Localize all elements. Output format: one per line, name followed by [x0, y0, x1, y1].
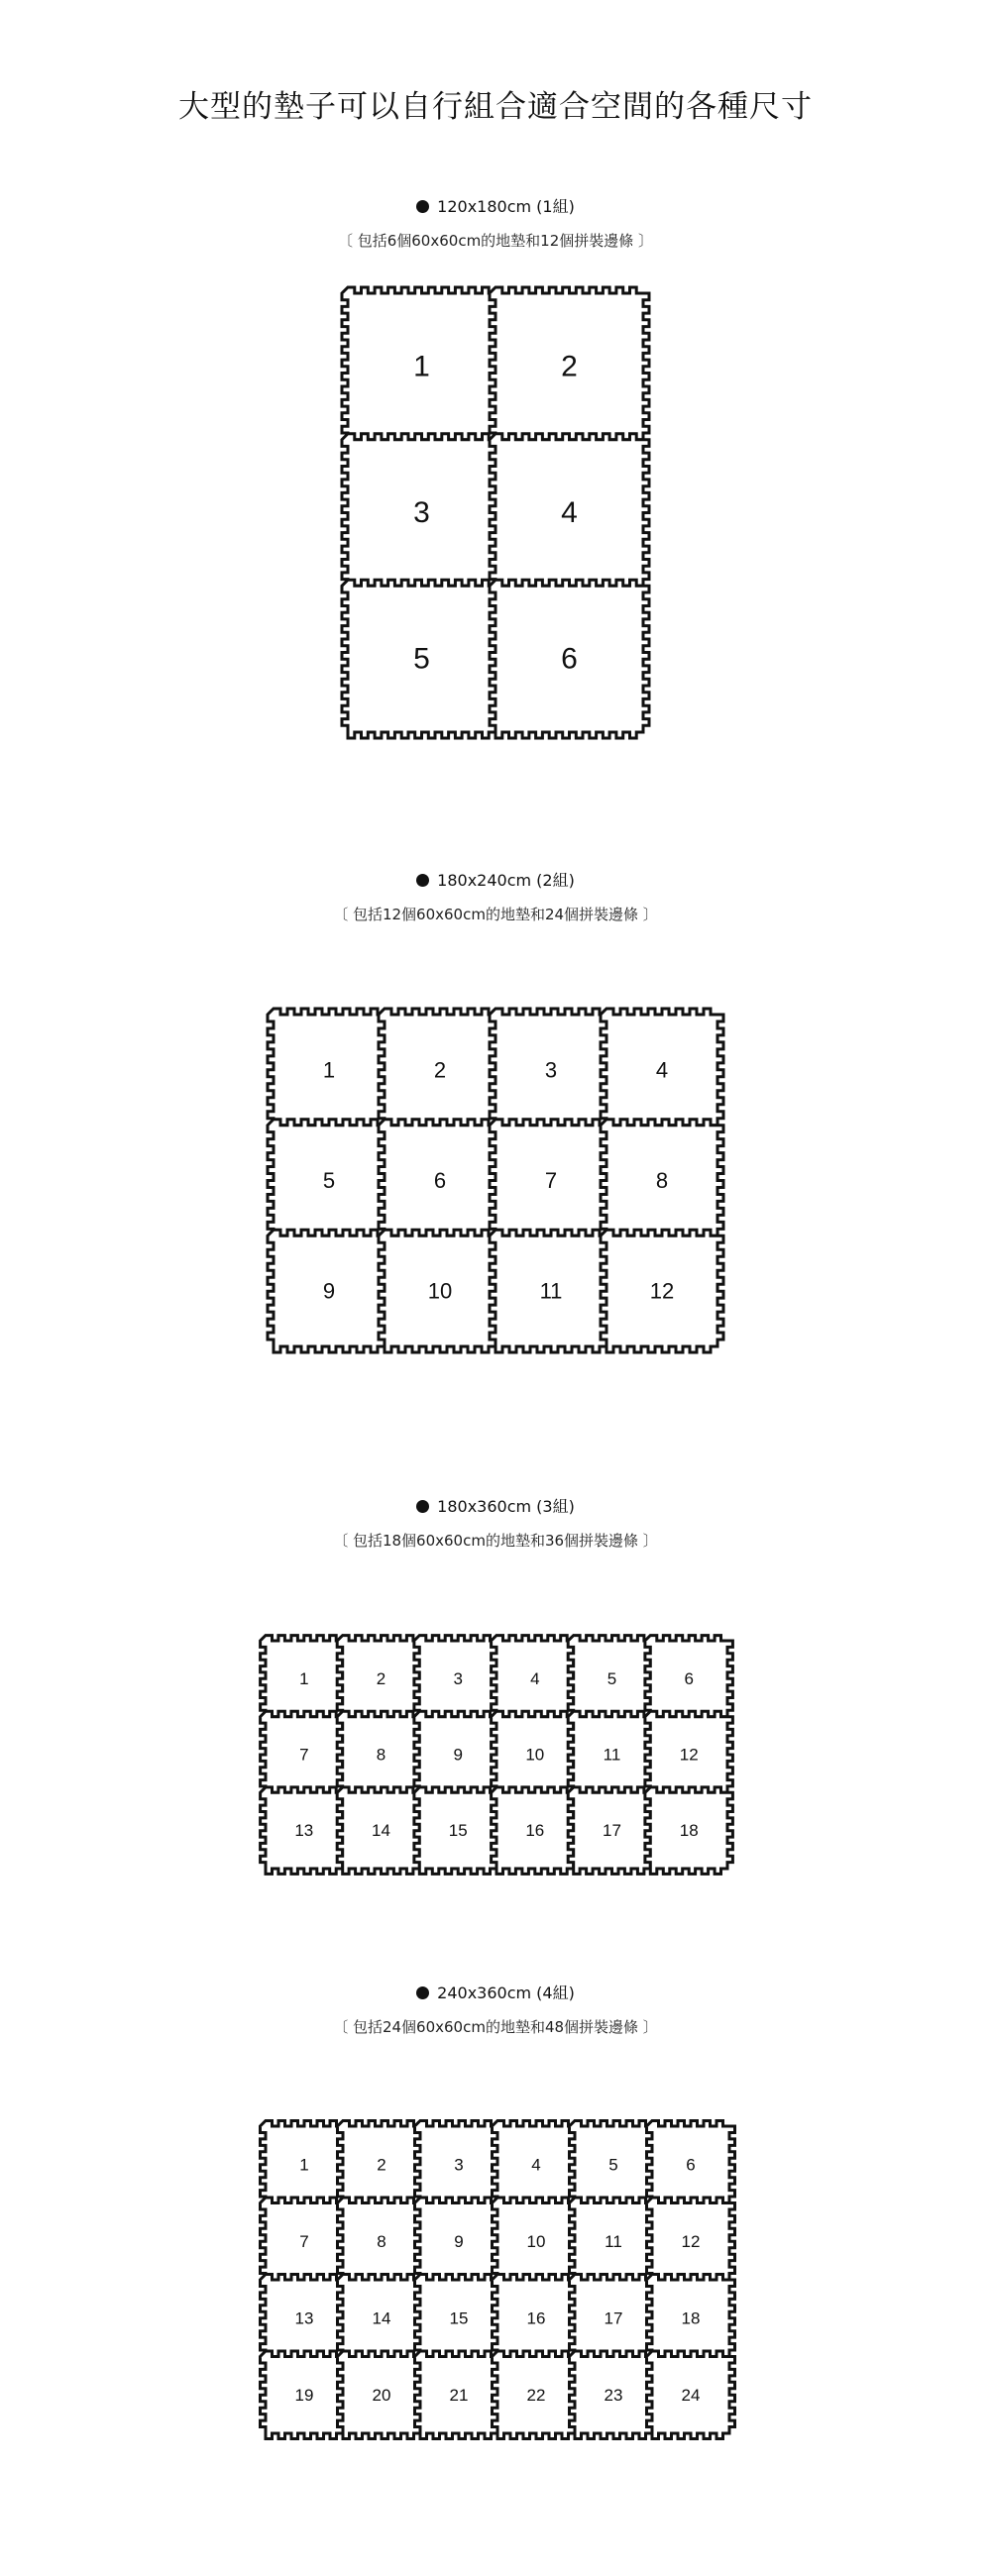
- tile-number: 9: [454, 2231, 464, 2251]
- tile-number: 15: [448, 1821, 468, 1841]
- tile-number: 23: [604, 2385, 623, 2405]
- tile-number: 2: [377, 2155, 386, 2175]
- tile-number: 17: [604, 2308, 623, 2328]
- mat-layout-180x360: [260, 1635, 733, 1875]
- tile-number: 5: [413, 642, 430, 676]
- tile-number: 6: [686, 2155, 696, 2175]
- tile-number: 22: [526, 2385, 546, 2405]
- tile-number: 7: [544, 1168, 558, 1193]
- tile-number: 24: [681, 2385, 701, 2405]
- section-3-heading: [0, 1494, 991, 1517]
- mat-layout-240x360: [260, 2120, 735, 2439]
- section-4-heading: [0, 1981, 991, 2003]
- section-4-heading-text: 240x360cm (4組): [437, 1984, 575, 2002]
- section-1-heading-text: 120x180cm (1組): [437, 197, 575, 216]
- section-4-note: 〔 包括24個60x60cm的地墊和48個拼裝邊條 〕: [333, 2018, 658, 2036]
- tile-number: 5: [608, 2155, 618, 2175]
- tile-number: 2: [433, 1057, 447, 1083]
- tile-number: 4: [531, 2155, 541, 2175]
- bullet-dot-icon: [416, 1500, 429, 1513]
- mat-layout-120x180: [342, 287, 649, 738]
- tile-number: 21: [449, 2385, 469, 2405]
- tile-number: 8: [377, 2231, 386, 2251]
- tile-number: 7: [299, 2231, 309, 2251]
- tile-number: 14: [372, 2308, 391, 2328]
- tile-number: 6: [684, 1668, 694, 1688]
- tile-number: 11: [603, 1745, 621, 1765]
- tile-number: 3: [453, 1668, 463, 1688]
- section-1-heading: [0, 194, 991, 217]
- tile-number: 14: [372, 1821, 390, 1841]
- tile-number: 2: [561, 350, 578, 383]
- tile-number: 1: [299, 1668, 309, 1688]
- tile-number: 6: [561, 642, 578, 676]
- tile-number: 1: [413, 350, 430, 383]
- tile-number: 13: [294, 2308, 314, 2328]
- tile-number: 18: [681, 2308, 701, 2328]
- tile-number: 1: [322, 1057, 336, 1083]
- tile-number: 3: [544, 1057, 558, 1083]
- section-2-heading: [0, 868, 991, 891]
- tile-number: 4: [561, 496, 578, 529]
- tile-number: 4: [655, 1057, 669, 1083]
- section-2-heading-text: 180x240cm (2組): [437, 871, 575, 890]
- section-3-note: 〔 包括18個60x60cm的地墊和36個拼裝邊條 〕: [333, 1532, 658, 1550]
- tile-number: 5: [322, 1168, 336, 1193]
- tile-number: 4: [530, 1668, 540, 1688]
- tile-number: 12: [649, 1278, 675, 1304]
- tile-number: 12: [681, 2231, 701, 2251]
- tile-number: 13: [294, 1821, 314, 1841]
- tile-number: 11: [605, 2231, 622, 2251]
- tile-number: 2: [376, 1668, 386, 1688]
- tile-number: 6: [433, 1168, 447, 1193]
- tile-number: 18: [679, 1821, 699, 1841]
- tile-number: 8: [655, 1168, 669, 1193]
- page-title: 大型的墊子可以自行組合適合空間的各種尺寸: [178, 89, 813, 125]
- tile-number: 8: [376, 1745, 386, 1765]
- mat-layout-180x240: [268, 1009, 723, 1352]
- tile-number: 15: [449, 2308, 469, 2328]
- section-3-heading-text: 180x360cm (3組): [437, 1497, 575, 1516]
- section-1-note: 〔 包括6個60x60cm的地墊和12個拼裝邊條 〕: [337, 232, 654, 250]
- tile-number: 12: [679, 1745, 699, 1765]
- tile-number: 17: [603, 1821, 621, 1841]
- tile-number: 3: [454, 2155, 464, 2175]
- bullet-dot-icon: [416, 874, 429, 887]
- tile-number: 16: [526, 2308, 546, 2328]
- tile-number: 10: [525, 1745, 545, 1765]
- section-2-note: 〔 包括12個60x60cm的地墊和24個拼裝邊條 〕: [333, 906, 658, 923]
- tile-number: 10: [427, 1278, 453, 1304]
- tile-number: 16: [525, 1821, 545, 1841]
- tile-number: 1: [299, 2155, 309, 2175]
- tile-number: 11: [539, 1278, 563, 1304]
- tile-number: 9: [322, 1278, 336, 1304]
- tile-number: 20: [372, 2385, 391, 2405]
- tile-number: 19: [294, 2385, 314, 2405]
- bullet-dot-icon: [416, 200, 429, 213]
- tile-number: 9: [453, 1745, 463, 1765]
- tile-number: 10: [526, 2231, 546, 2251]
- tile-number: 7: [299, 1745, 309, 1765]
- tile-number: 3: [413, 496, 430, 529]
- bullet-dot-icon: [416, 1986, 429, 1999]
- tile-number: 5: [606, 1668, 617, 1688]
